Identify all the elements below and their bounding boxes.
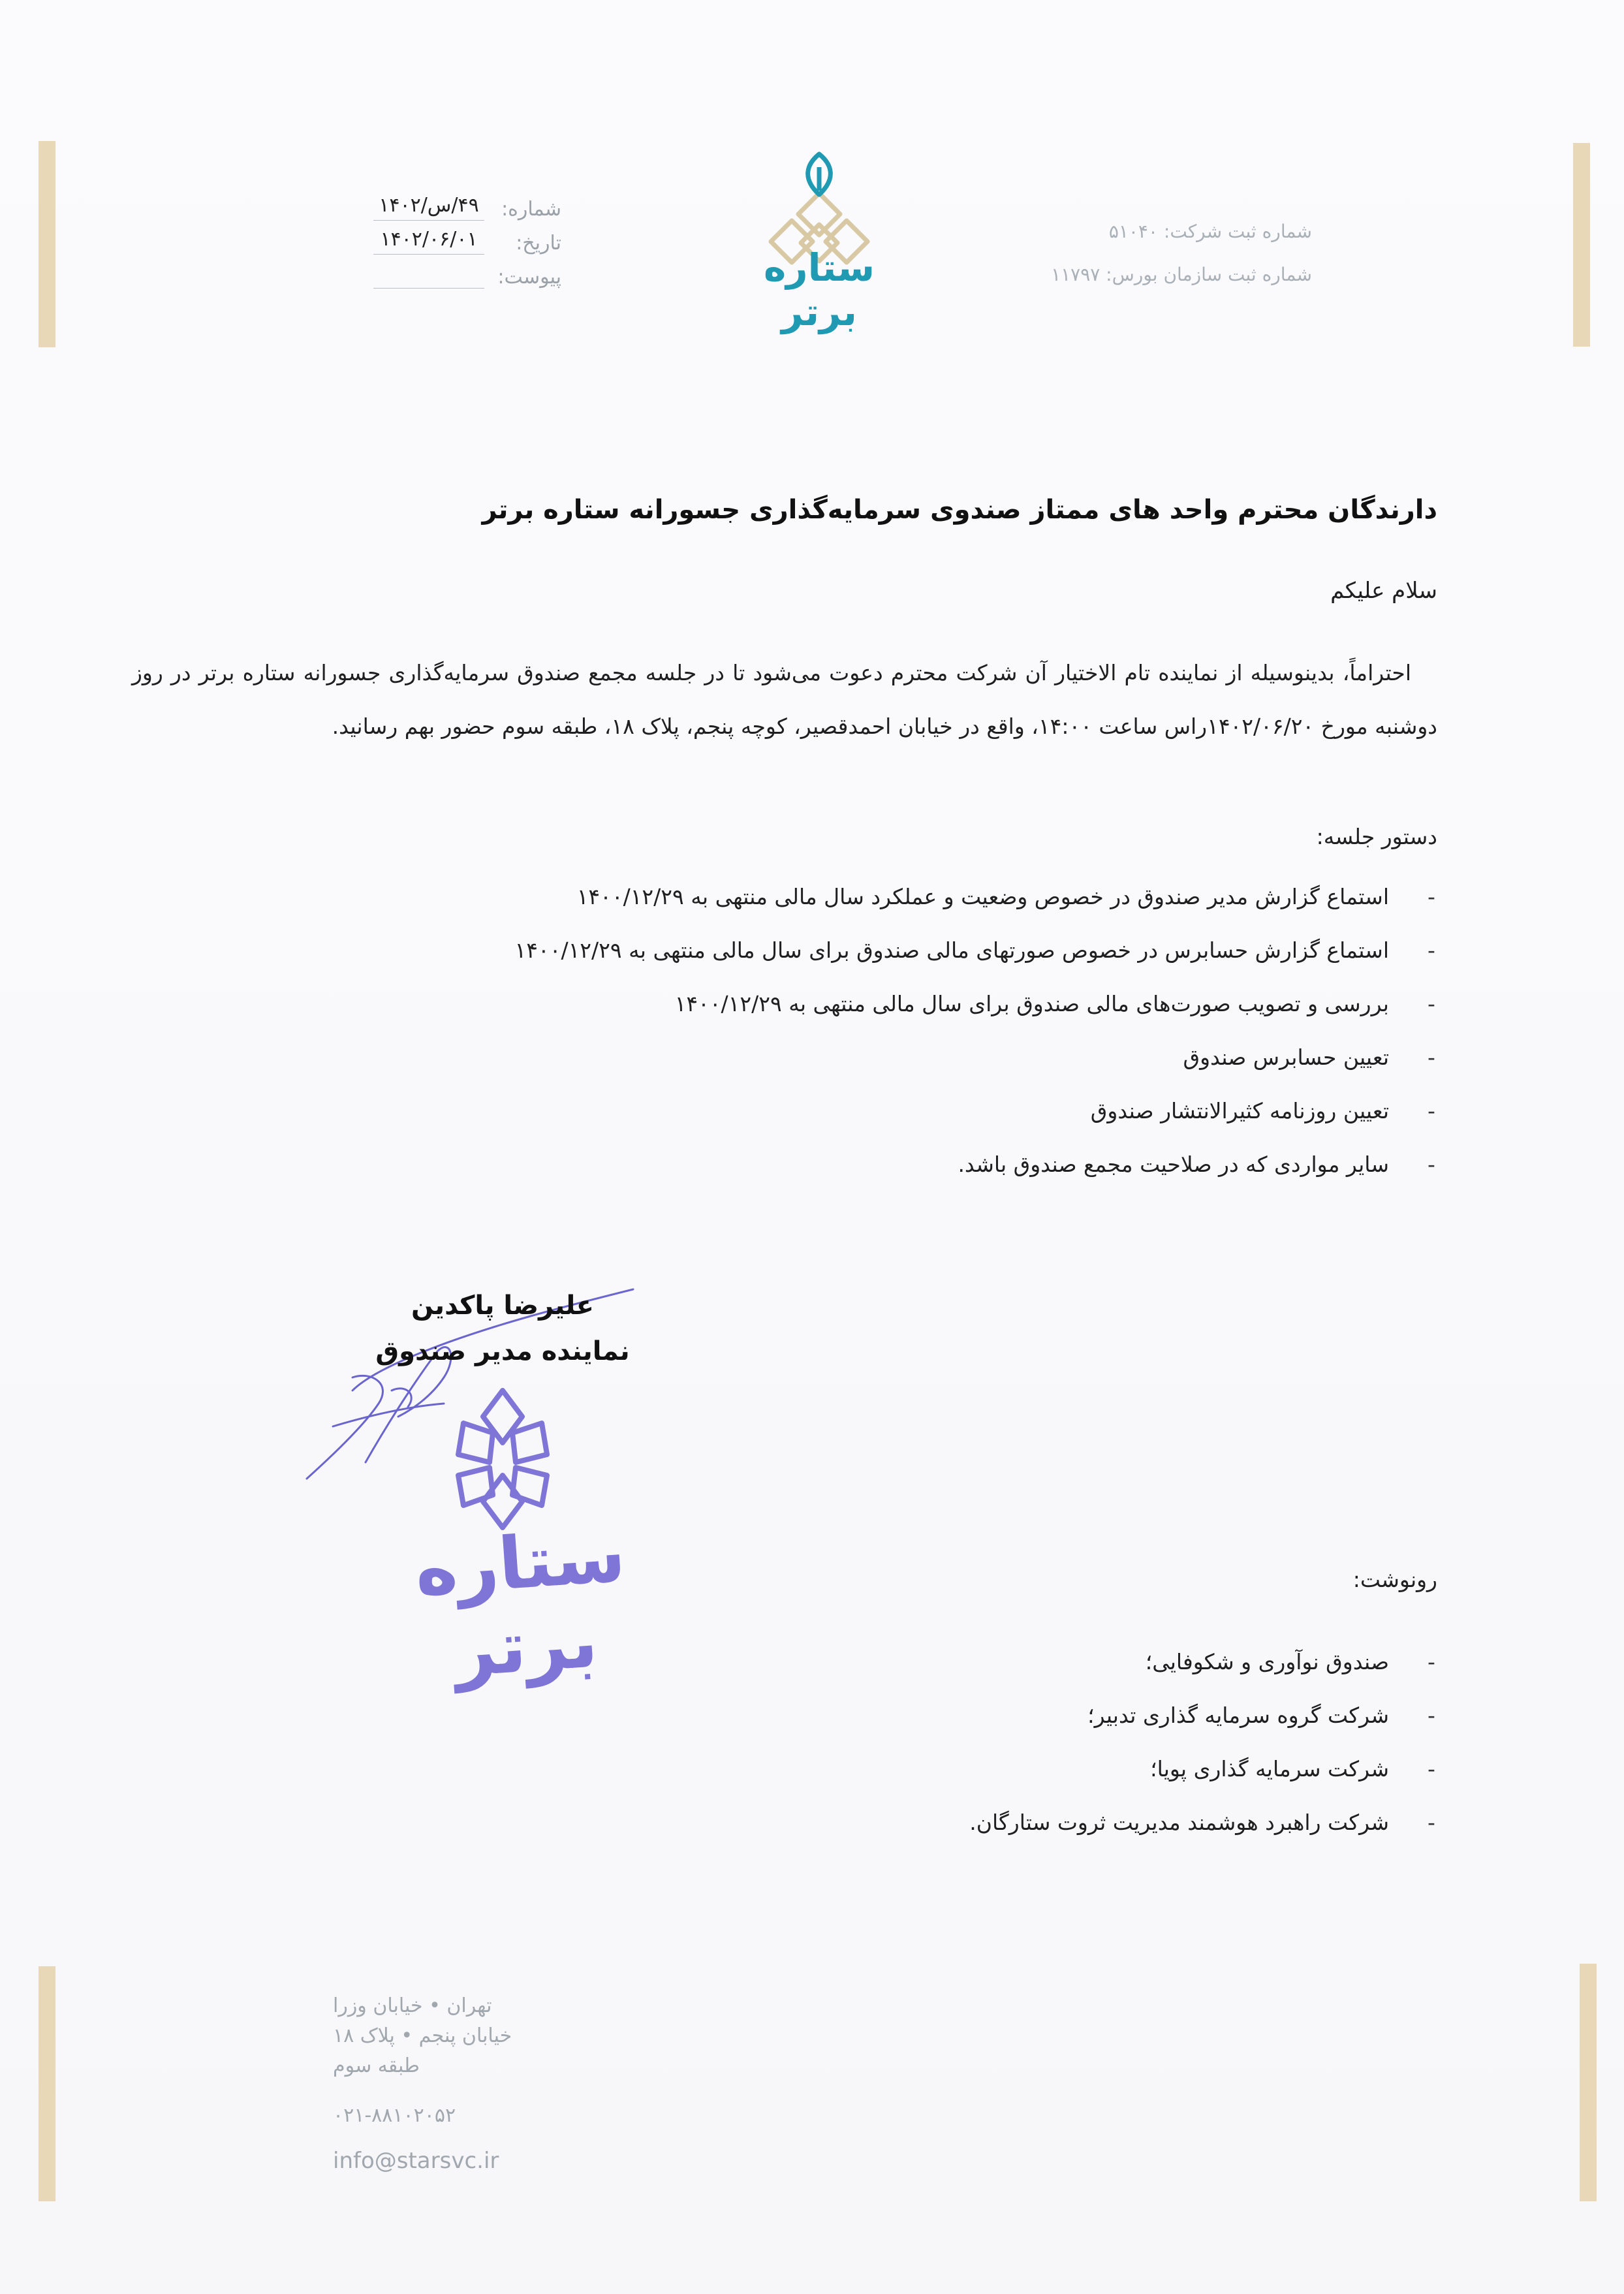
email-link[interactable]: info@starsvc.ir bbox=[333, 2148, 499, 2174]
greeting: سلام علیکم bbox=[1330, 578, 1437, 604]
bullet: - bbox=[1428, 1755, 1435, 1782]
letter-meta bbox=[300, 187, 561, 289]
attachment-row bbox=[300, 255, 561, 289]
agenda-list bbox=[214, 870, 1435, 1191]
attachment-label: پیوست: bbox=[497, 266, 561, 289]
stamp-text: ستاره برتر bbox=[412, 1513, 629, 1693]
bullet: - bbox=[1428, 1151, 1435, 1177]
footer-contact bbox=[333, 1991, 607, 2174]
edge-bar-top-left bbox=[39, 141, 55, 347]
agenda-title: دستور جلسه: bbox=[1316, 824, 1437, 849]
exchange-registration: شماره ثبت سازمان بورس: ۱۱۷۹۷ bbox=[1051, 264, 1312, 285]
paragraph-text: احتراماً، بدینوسیله از نماینده تام الاختیار آن شرکت محترم دعوت می‌شود تا در جلسه مجمع صندوق سرمایه‌گذاری جسورانه ستاره برتر در روز دوشنبه مورخ ۱۴۰۲/۰۶/۲۰راس ساعت ۱۴:۰۰، واقع در خیابان احمدقصیر، کوچه پنجم، پلاک ۱۸، طبقه سوم حضور بهم رسانید. bbox=[132, 660, 1437, 739]
agenda-item-text: تعیین حسابرس صندوق bbox=[1183, 1044, 1389, 1070]
number-label: شماره: bbox=[501, 198, 561, 221]
cc-item-text: شرکت سرمایه گذاری پویا؛ bbox=[1150, 1755, 1389, 1782]
number-row bbox=[300, 187, 561, 221]
bullet: - bbox=[1428, 1044, 1435, 1070]
registration-info bbox=[1018, 210, 1312, 296]
bullet: - bbox=[1428, 1097, 1435, 1123]
cc-item bbox=[606, 1742, 1435, 1795]
cc-title: رونوشت: bbox=[1352, 1567, 1437, 1592]
bullet: - bbox=[1428, 990, 1435, 1016]
date-row bbox=[300, 221, 561, 255]
number-value: ۴۹/س/۱۴۰۲ bbox=[373, 194, 484, 221]
agenda-item-text: استماع گزارش حسابرس در خصوص صورتهای مالی صندوق برای سال مالی منتهی به ۱۴۰۰/۱۲/۲۹ bbox=[514, 937, 1389, 963]
cc-item-text: شرکت گروه سرمایه گذاری تدبیر؛ bbox=[1087, 1702, 1389, 1728]
signature-block bbox=[366, 1283, 640, 1374]
bullet: - bbox=[1428, 883, 1435, 909]
agenda-item bbox=[214, 1084, 1435, 1137]
agenda-item-text: استماع گزارش مدیر صندوق در خصوص وضعیت و عملکرد سال مالی منتهی به ۱۴۰۰/۱۲/۲۹ bbox=[576, 883, 1389, 909]
address-line-3: طبقه سوم bbox=[333, 2054, 420, 2077]
bullet: - bbox=[1428, 1809, 1435, 1835]
cc-item-text: شرکت راهبرد هوشمند مدیریت ثروت ستارگان. bbox=[969, 1809, 1389, 1835]
company-logo bbox=[734, 148, 904, 334]
attachment-value bbox=[373, 262, 484, 289]
edge-bar-bottom-right bbox=[1580, 1964, 1597, 2201]
date-value: ۱۴۰۲/۰۶/۰۱ bbox=[373, 228, 484, 255]
signer-title: نماینده مدیر صندوق bbox=[375, 1336, 630, 1366]
company-registration: شماره ثبت شرکت: ۵۱۰۴۰ bbox=[1108, 221, 1312, 242]
agenda-item-text: سایر مواردی که در صلاحیت مجمع صندوق باشد. bbox=[958, 1151, 1389, 1177]
bullet: - bbox=[1428, 1702, 1435, 1728]
invitation-paragraph bbox=[132, 646, 1437, 753]
edge-bar-bottom-left bbox=[39, 1966, 55, 2201]
cc-item bbox=[606, 1688, 1435, 1742]
agenda-item bbox=[214, 870, 1435, 923]
bullet: - bbox=[1428, 1648, 1435, 1674]
cc-item bbox=[606, 1795, 1435, 1849]
edge-bar-top-right bbox=[1573, 143, 1590, 347]
agenda-item bbox=[214, 923, 1435, 977]
agenda-item bbox=[214, 977, 1435, 1030]
address-line-2: خیابان پنجم • پلاک ۱۸ bbox=[333, 2024, 512, 2047]
stamp-logo-icon bbox=[418, 1377, 587, 1534]
address-line-1: تهران • خیابان وزرا bbox=[333, 1994, 492, 2017]
agenda-item bbox=[214, 1030, 1435, 1084]
agenda-item-text: بررسی و تصویب صورت‌های مالی صندوق برای سال مالی منتهی به ۱۴۰۰/۱۲/۲۹ bbox=[674, 990, 1389, 1016]
date-label: تاریخ: bbox=[516, 232, 561, 255]
bullet: - bbox=[1428, 937, 1435, 963]
phone-number: ۰۲۱-۸۸۱۰۲۰۵۲ bbox=[333, 2104, 456, 2127]
agenda-item-text: تعیین روزنامه کثیرالانتشار صندوق bbox=[1090, 1097, 1389, 1123]
letter-heading: دارندگان محترم واحد های ممتاز صندوی سرمایه‌گذاری جسورانه ستاره برتر bbox=[482, 495, 1437, 525]
cc-list bbox=[606, 1635, 1435, 1849]
cc-item-text: صندوق نوآوری و شکوفایی؛ bbox=[1145, 1648, 1389, 1674]
agenda-item bbox=[214, 1137, 1435, 1191]
signer-name: علیرضا پاکدین bbox=[411, 1291, 594, 1321]
cc-item bbox=[606, 1635, 1435, 1688]
logo-text: ستاره برتر bbox=[763, 245, 875, 334]
